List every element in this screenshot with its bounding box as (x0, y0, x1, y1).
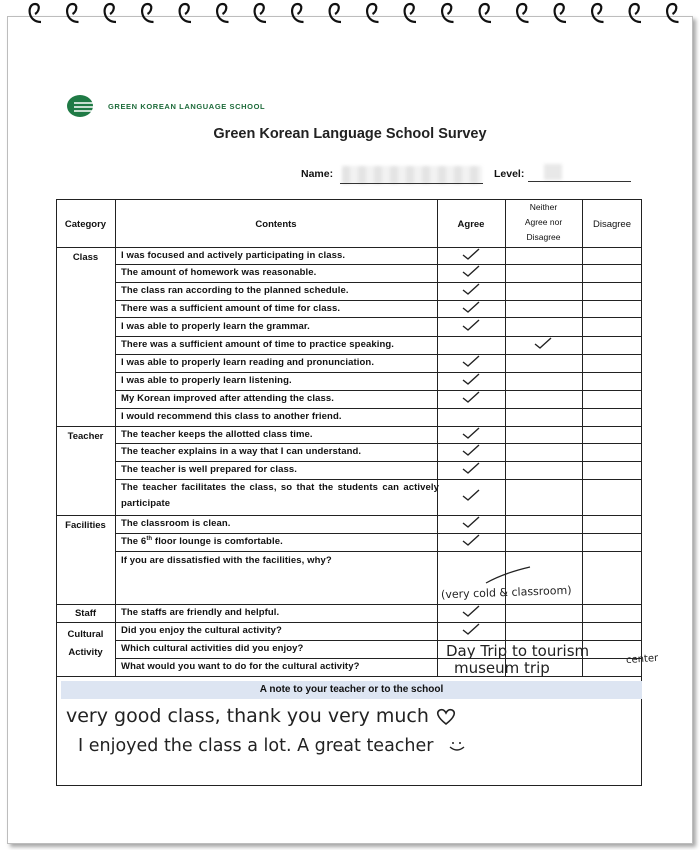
row-divider (56, 676, 642, 677)
note-line-1-text: very good class, thank you very much (66, 705, 429, 727)
note-line-1 (66, 705, 457, 727)
category-cultural-line1: Cultural (67, 629, 104, 640)
handwritten-enjoyed-activity: Day Trip to tourism (446, 642, 590, 660)
spiral-ring (630, 4, 641, 22)
spiral-ring (555, 4, 566, 22)
spiral-ring (517, 4, 528, 22)
table-row-text: The teacher explains in a way that I can understand. (121, 446, 362, 457)
category-staff: Staff (74, 608, 97, 619)
handwritten-enjoyed-activity-extra: center (625, 652, 659, 667)
header-neutral-line1: Neither (529, 202, 558, 212)
row-divider (115, 390, 642, 391)
category-teacher: Teacher (67, 431, 104, 442)
agree-checkmark[interactable] (461, 247, 481, 261)
row-divider (115, 408, 642, 409)
table-row-text: I would recommend this class to another friend. (121, 411, 342, 422)
row-divider (115, 443, 642, 444)
table-row-text (121, 536, 283, 547)
name-label: Name: (301, 168, 334, 180)
table-border-left (56, 199, 57, 786)
row-divider (115, 461, 642, 462)
table-row-text: What would you want to do for the cultural activity? (121, 661, 360, 672)
school-logo (66, 94, 265, 118)
row-divider (56, 515, 642, 516)
table-row-text: There was a sufficient amount of time to practice speaking. (121, 339, 395, 350)
spiral-ring (142, 4, 153, 22)
table-row-text: The amount of homework was reasonable. (121, 267, 317, 278)
row-text-sup: th (146, 536, 153, 542)
table-row-text: I was focused and actively participating in class. (121, 249, 346, 261)
heart-icon (435, 708, 457, 726)
header-agree: Agree (457, 219, 485, 230)
spiral-ring (30, 4, 41, 22)
table-row-text: I was able to properly learn reading and pronunciation. (121, 357, 375, 368)
table-row-text: The teacher is well prepared for class. (121, 464, 298, 475)
header-neutral-line2: Agree nor (524, 217, 563, 227)
row-divider (115, 372, 642, 373)
row-divider (56, 426, 642, 427)
spiral-ring (367, 4, 378, 22)
table-row-text: Which cultural activities did you enjoy? (121, 643, 304, 654)
spiral-ring (442, 4, 453, 22)
table-row-text: If you are dissatisfied with the facilities, why? (121, 555, 332, 566)
header-neutral-line3: Disagree (526, 232, 561, 242)
table-row-text: The classroom is clean. (121, 518, 231, 529)
name-redacted (342, 166, 482, 184)
row-divider (115, 640, 642, 641)
row-divider (115, 282, 642, 283)
spiral-ring (180, 4, 191, 22)
row-divider (56, 604, 642, 605)
row-divider (115, 317, 642, 318)
row-divider (56, 622, 642, 623)
spiral-ring (255, 4, 266, 22)
agree-checkmark[interactable] (461, 488, 481, 502)
agree-checkmark[interactable] (461, 426, 481, 440)
agree-checkmark[interactable] (461, 622, 481, 636)
agree-checkmark[interactable] (461, 264, 481, 278)
table-row-text: My Korean improved after attending the class. (121, 393, 335, 404)
survey-table (56, 199, 659, 786)
agree-checkmark[interactable] (461, 318, 481, 332)
agree-checkmark[interactable] (461, 372, 481, 386)
table-border-bottom (56, 785, 642, 786)
spiral-binding (0, 0, 700, 34)
note-heading: A note to your teacher or to the school (61, 681, 642, 699)
level-label: Level: (494, 168, 525, 180)
table-row-text: The teacher keeps the allotted class time. (121, 428, 313, 440)
row-divider (115, 300, 642, 301)
spiral-ring (217, 4, 228, 22)
spiral-ring (105, 4, 116, 22)
note-line-2 (78, 736, 467, 756)
spiral-ring (405, 4, 416, 22)
logo-icon (66, 94, 102, 118)
header-category: Category (64, 219, 107, 230)
agree-checkmark[interactable] (461, 533, 481, 547)
agree-checkmark[interactable] (461, 300, 481, 314)
level-redacted (544, 164, 562, 180)
spiral-ring (667, 4, 678, 22)
header-neutral (505, 200, 582, 245)
spiral-ring (67, 4, 78, 22)
category-cultural (56, 626, 115, 662)
agree-checkmark[interactable] (461, 604, 481, 618)
header-divider (56, 247, 642, 248)
row-divider (115, 551, 642, 552)
spiral-ring (330, 4, 341, 22)
category-facilities: Facilities (65, 520, 106, 531)
row-divider (115, 354, 642, 355)
row-text-part: The 6 (121, 536, 147, 548)
header-disagree: Disagree (592, 219, 632, 230)
name-underline (340, 183, 483, 184)
table-row-text: I was able to properly learn the grammar. (121, 320, 310, 332)
handwritten-facilities-answer: (very cold & classroom) (440, 583, 572, 602)
agree-checkmark[interactable] (461, 443, 481, 457)
table-row-text: The staffs are friendly and helpful. (121, 607, 280, 618)
handwritten-wanted-activity: museum trip (454, 659, 550, 677)
spiral-ring (480, 4, 491, 22)
table-row-text: The class ran according to the planned schedule. (121, 285, 349, 296)
note-line-2-text: I enjoyed the class a lot. A great teacher (78, 736, 434, 756)
logo-text: GREEN KOREAN LANGUAGE SCHOOL (108, 101, 266, 111)
row-divider (115, 533, 642, 534)
table-row-text: Did you enjoy the cultural activity? (121, 625, 282, 636)
neutral-checkmark[interactable] (533, 336, 553, 350)
table-row-text: The teacher facilitates the class, so that the students can actively participate (121, 482, 439, 509)
spiral-ring (292, 4, 303, 22)
agree-checkmark[interactable] (461, 390, 481, 404)
table-row-text: There was a sufficient amount of time for class. (121, 302, 341, 314)
row-divider (115, 264, 642, 265)
row-divider (115, 336, 642, 337)
agree-checkmark[interactable] (461, 515, 481, 529)
agree-checkmark[interactable] (461, 282, 481, 296)
spiral-ring (592, 4, 603, 22)
header-contents: Contents (255, 219, 297, 230)
page-title: Green Korean Language School Survey (213, 126, 487, 142)
category-cultural-line2: Activity (68, 647, 103, 658)
agree-checkmark[interactable] (461, 461, 481, 475)
table-row-text: I was able to properly learn listening. (121, 375, 292, 386)
agree-checkmark[interactable] (461, 354, 481, 368)
smiley-icon (447, 738, 467, 754)
category-class: Class (72, 252, 99, 263)
row-text-part: floor lounge is comfortable. (152, 536, 283, 548)
level-underline (528, 181, 631, 182)
